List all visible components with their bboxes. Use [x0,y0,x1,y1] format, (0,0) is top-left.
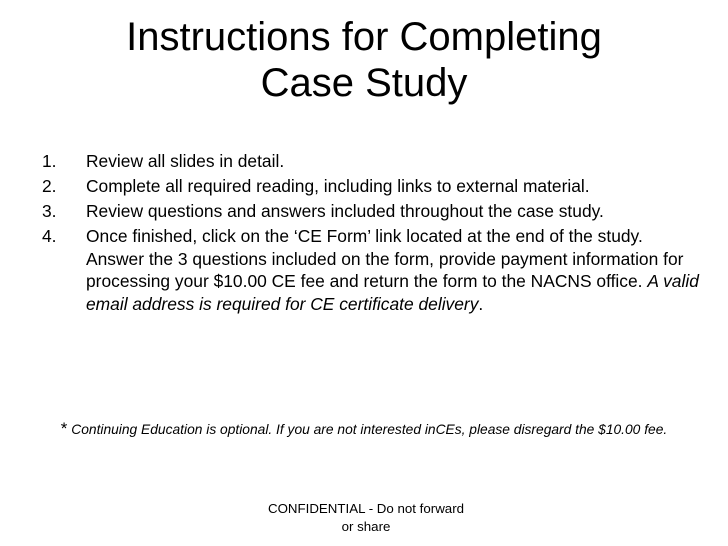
instructions-list [42,150,702,318]
list-item-text: Once finished, click on the ‘CE Form’ link located at the end of the study. Answer the 3 questions included on the form, provide payment information for processing your $10.00 CE fee and return the form to the NACNS office. [86,226,684,291]
list-item-text: Review questions and answers included throughout the case study. [86,201,604,221]
list-item-number: 2. [42,176,57,196]
list-item-number: 1. [42,151,57,171]
list-item [42,225,702,315]
list-item [42,150,702,173]
list-item [42,200,702,223]
list-item-number: 4. [42,226,57,246]
footer-line-1: CONFIDENTIAL - Do not forward [267,501,465,516]
note-asterisk: * [60,419,68,438]
confidential-footer [246,500,486,536]
list-item [42,175,702,198]
slide-title [40,14,688,106]
list-item-number: 3. [42,201,57,221]
optional-ce-note [36,418,692,441]
list-item-text: Review all slides in detail. [86,151,285,171]
title-line-1: Instructions for Completing [126,15,602,59]
note-text: Continuing Education is optional. If you are not interested inCEs, please disregard the $10.00 fee. [67,422,668,437]
list-item-text-end: . [478,293,484,314]
title-line-2: Case Study [260,61,468,105]
list-item-text: Complete all required reading, including links to external material. [86,176,590,196]
footer-line-2: or share [341,519,391,534]
email-requirement-text: A valid email address is required for CE certificate delivery [86,271,699,314]
